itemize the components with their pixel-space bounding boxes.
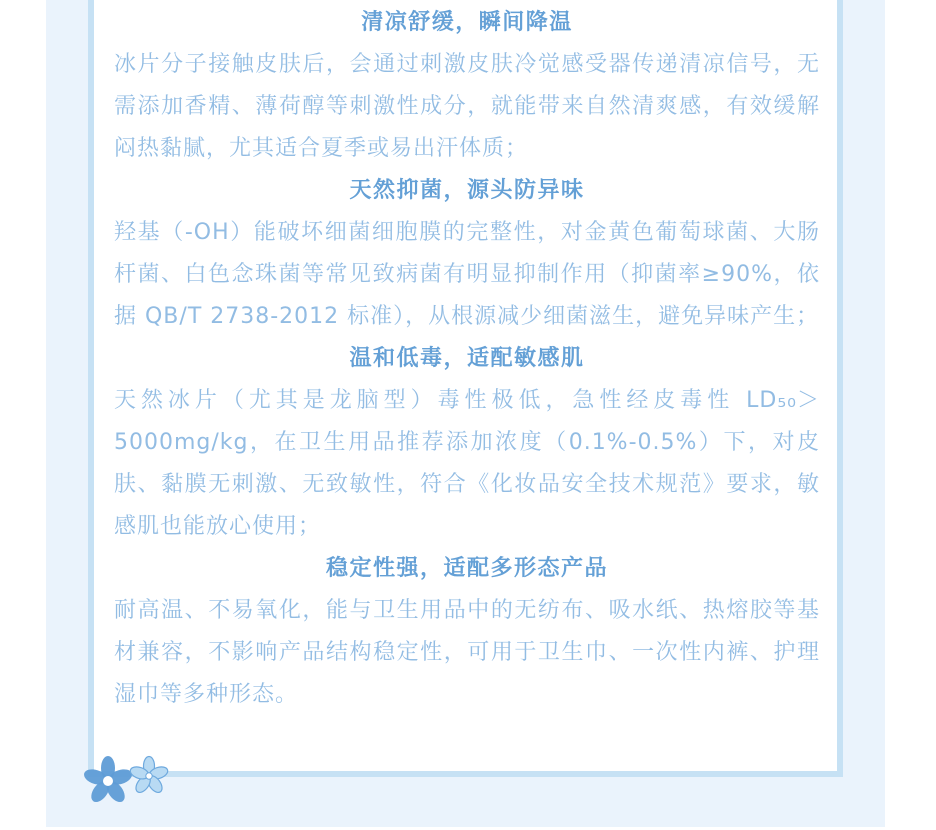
section-heading: 天然抑菌，源头防异味: [349, 178, 585, 203]
section-stability: [114, 548, 820, 716]
section-heading: 清凉舒缓，瞬间降温: [361, 10, 573, 35]
section-body: 羟基（-OH）能破坏细菌细胞膜的完整性，对金黄色葡萄球菌、大肠杆菌、白色念珠菌等常见致病菌有明显抑制作用（抑菌率≥90%，依据 QB/T 2738-2012 标准），从根源减少细菌滋生，避免异味产生；: [114, 220, 820, 329]
section-body: 天然冰片（尤其是龙脑型）毒性极低，急性经皮毒性 LD₅₀＞5000mg/kg，在卫生用品推荐添加浓度（0.1%-0.5%）下，对皮肤、黏膜无刺激、无致敏性，符合《化妆品安全技术规范》要求，敏感肌也能放心使用；: [114, 388, 820, 539]
flower-decoration-icon: [80, 748, 180, 818]
section-antibacterial: [114, 170, 820, 338]
section-body: 耐高温、不易氧化，能与卫生用品中的无纺布、吸水纸、热熔胶等基材兼容，不影响产品结构稳定性，可用于卫生巾、一次性内裤、护理湿巾等多种形态。: [114, 598, 820, 707]
section-mildness: [114, 338, 820, 548]
section-body: 冰片分子接触皮肤后，会通过刺激皮肤冷觉感受器传递清凉信号，无需添加香精、薄荷醇等刺激性成分，就能带来自然清爽感，有效缓解闷热黏腻，尤其适合夏季或易出汗体质；: [114, 52, 820, 161]
content-card: [88, 0, 843, 777]
section-heading: 温和低毒，适配敏感肌: [349, 346, 585, 371]
section-heading: 稳定性强，适配多形态产品: [325, 556, 608, 581]
section-cooling: [114, 2, 820, 170]
light-flower-icon: [129, 757, 169, 796]
dark-flower-icon: [82, 756, 134, 805]
